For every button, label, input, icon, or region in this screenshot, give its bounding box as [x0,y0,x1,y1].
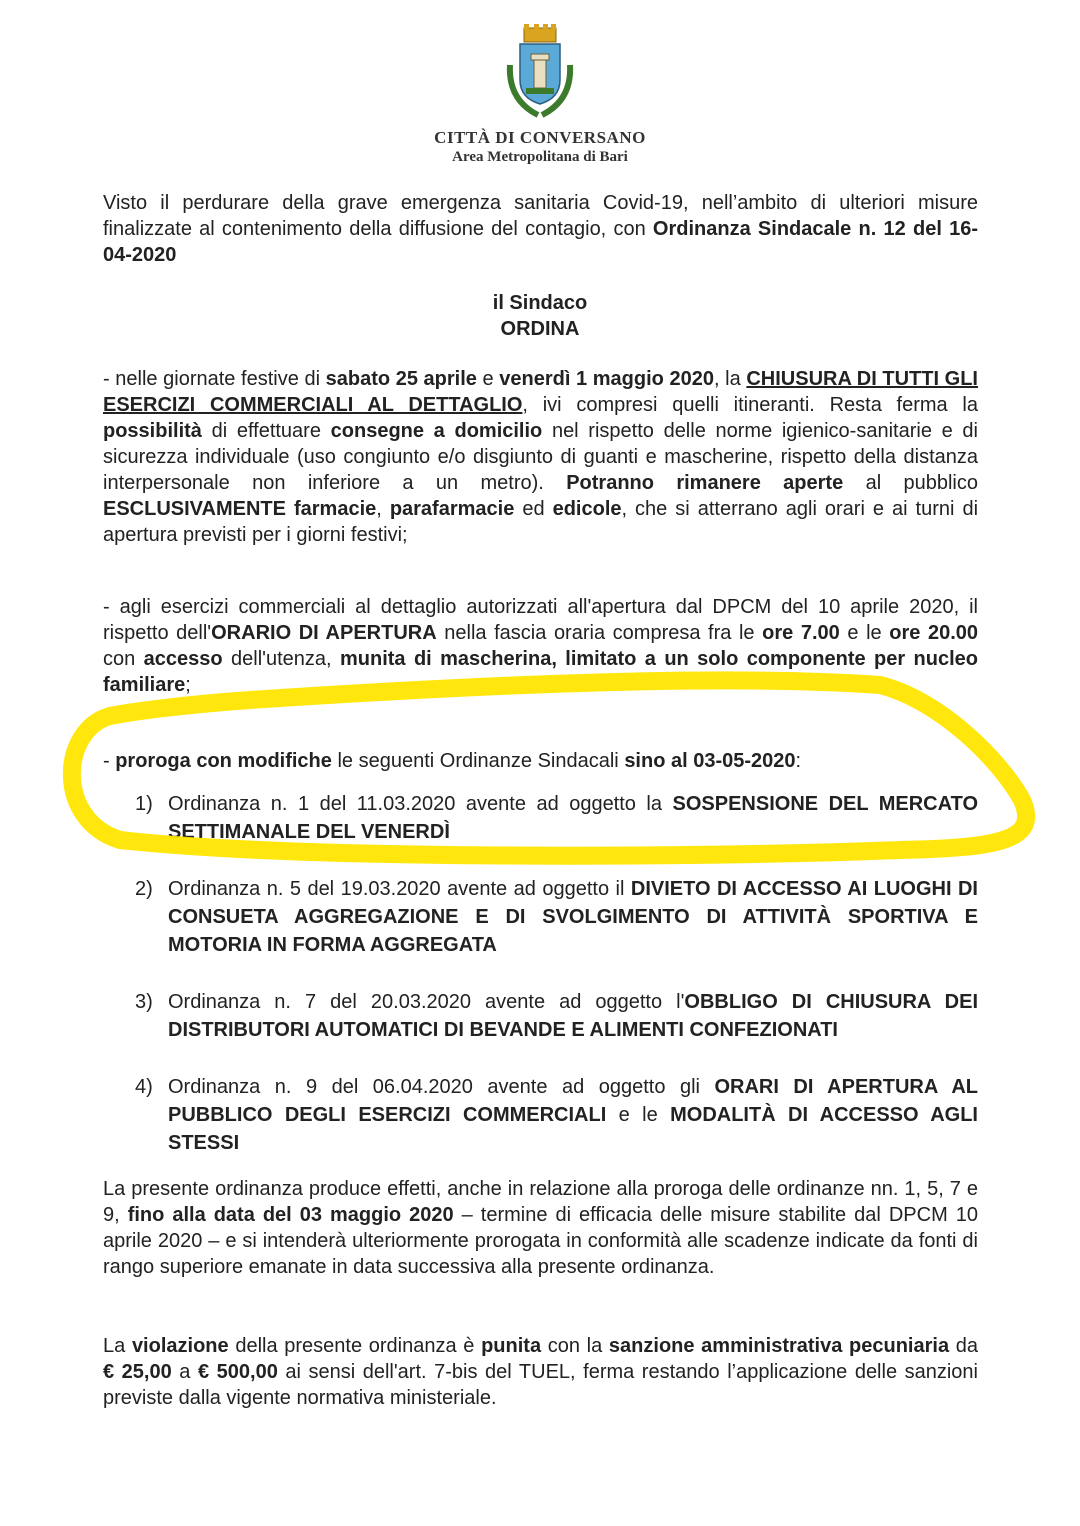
coat-of-arms-icon [500,20,580,120]
city-name: CITTÀ DI CONVERSANO [434,128,646,147]
intro-ordinance-ref: Ordinanza Sindacale n. 12 del 16-04-2020 [103,218,978,266]
paragraph-extension: - proroga con modifiche le seguenti Ordinanze Sindacali sino al 03-05-2020: [103,750,802,772]
title-sindaco: il Sindaco [492,292,588,314]
list-item: Ordinanza n. 5 del 19.03.2020 avente ad oggetto il DIVIETO DI ACCESSO AI LUOGHI DI CONSUETA AGGREGAZIONE E DI SVOLGIMENTO DI ATTIVITÀ SPORTIVA E MOTORIA IN FORMA AGGREGATA [168,878,978,956]
item-number: 4) [135,1076,153,1098]
item-number: 2) [135,878,153,900]
paragraph-sanctions: La violazione della presente ordinanza è punita con la sanzione amministrativa pecuniaria da € 25,00 a € 500,00 ai sensi dell'art. 7-bis del TUEL, ferma restando l’applicazione delle sanzioni previste dalla vigente normativa ministeriale. [103,1335,978,1409]
paragraph-effects: La presente ordinanza produce effetti, anche in relazione alla proroga delle ordinanze nn. 1, 5, 7 e 9, fino alla data del 03 maggio 2020 – termine di efficacia delle misure stabilite dal DPCM 10 aprile 2020 – e si intenderà ulteriormente prorogata in conformità alle scadenze indicate da fonti di rango superiore emanate in data successiva alla presente ordinanza. [103,1178,978,1278]
paragraph-opening-hours: - agli esercizi commerciali al dettaglio autorizzati all'apertura dal DPCM del 10 aprile 2020, il rispetto dell'ORARIO DI APERTURA nella fascia oraria compresa fra le ore 7.00 e le ore 20.00 con accesso dell'utenza, munita di mascherina, limitato a un solo componente per nucleo familiare; [103,596,978,696]
list-item: Ordinanza n. 7 del 20.03.2020 avente ad oggetto l'OBBLIGO DI CHIUSURA DEI DISTRIBUTORI AUTOMATICI DI BEVANDE E ALIMENTI CONFEZIONATI [168,991,979,1041]
intro-text: Visto il perdurare della grave emergenza sanitaria Covid-19, nell’ambito di ulteriori misure finalizzate al contenimento della diffusione del contagio, con [103,192,978,240]
intro-paragraph [103,190,978,268]
list-item: Ordinanza n. 9 del 06.04.2020 avente ad oggetto gli ORARI DI APERTURA AL PUBBLICO DEGLI ESERCIZI COMMERCIALI e le MODALITÀ DI ACCESSO AGLI STESSI [168,1076,978,1154]
area-name: Area Metropolitana di Bari [452,149,628,165]
title-ordina: ORDINA [500,318,580,340]
item-number: 3) [135,991,153,1013]
item-number: 1) [135,793,153,815]
paragraph-holiday-closure: - nelle giornate festive di sabato 25 aprile e venerdì 1 maggio 2020, la CHIUSURA DI TUTTI GLI ESERCIZI COMMERCIALI AL DETTAGLIO, ivi compresi quelli itineranti. Resta ferma la possibilità di effettuare consegne a domicilio nel rispetto delle norme igienico-sanitarie e di sicurezza individuale (uso congiunto e/o disgiunto di guanti e mascherine, rispetto della distanza interpersonale non inferiore a un metro). Potranno rimanere aperte al pubblico ESCLUSIVAMENTE farmacie, parafarmacie ed edicole, che si atterrano agli orari e ai turni di apertura previsti per i giorni festivi; [103,368,979,546]
list-item: Ordinanza n. 1 del 11.03.2020 avente ad oggetto la SOSPENSIONE DEL MERCATO SETTIMANALE DEL VENERDÌ [168,793,978,843]
